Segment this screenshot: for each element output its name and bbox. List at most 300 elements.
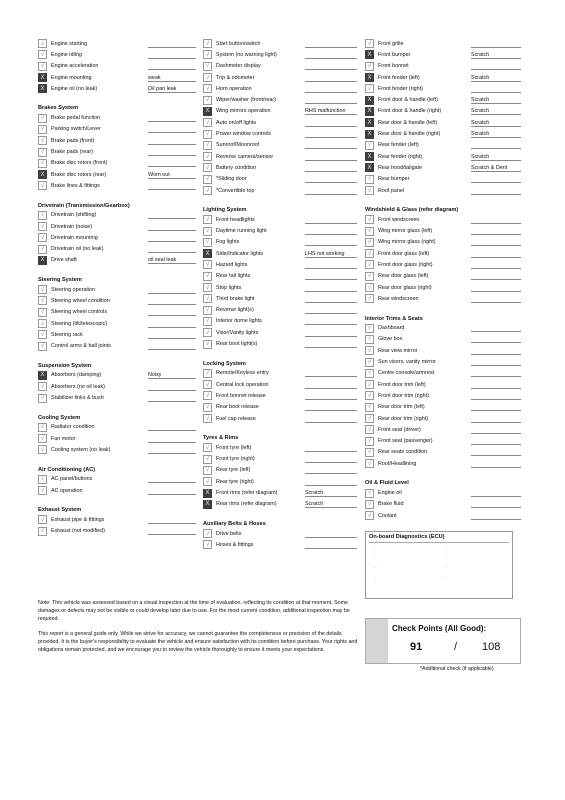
check-item-label: Front bonnet (378, 63, 409, 70)
check-mark-icon: √ (365, 414, 374, 423)
check-item-label: Hazard lights (216, 261, 248, 268)
check-item-note: Scratch (305, 500, 357, 508)
check-row (203, 282, 357, 293)
section-title: Drivetrain (Transmission/Gearbox) (38, 202, 130, 209)
check-mark-icon: √ (365, 358, 374, 367)
check-row (203, 83, 357, 94)
report-footer (38, 600, 360, 663)
check-row (365, 356, 521, 367)
check-mark-icon: √ (38, 296, 47, 305)
check-mark-icon: √ (38, 181, 47, 190)
check-item-note (148, 159, 196, 167)
checklist-section (203, 434, 357, 510)
check-mark-icon: √ (203, 260, 212, 269)
section-title: Oil & Fluid Level (365, 480, 409, 487)
check-item-note (471, 460, 521, 468)
check-item-label: Brake pads (rear) (51, 149, 93, 156)
check-mark-icon: √ (203, 73, 212, 82)
check-item-note (471, 238, 521, 246)
check-item-label: Fuel cap release (216, 415, 256, 422)
check-item-note (148, 516, 196, 524)
check-item-label: Front door & handle (right) (378, 108, 442, 115)
check-item-label: Rear seats condition (378, 449, 428, 456)
check-row (365, 61, 521, 72)
check-row (365, 424, 521, 435)
section-title: Locking System (203, 360, 246, 367)
check-row (38, 61, 196, 72)
check-item-label: Front headlights (216, 216, 255, 223)
check-mark-icon: √ (38, 222, 47, 231)
check-row (365, 323, 521, 334)
section-title: Windshield & Glass (refer diagram) (365, 207, 459, 214)
check-mark-icon: √ (365, 425, 374, 434)
check-mark-icon: √ (365, 283, 374, 292)
check-mark-icon: √ (365, 437, 374, 446)
check-item-note (148, 394, 196, 402)
fail-mark-icon: X (203, 500, 212, 509)
check-item-label: Engine oil (no leak) (51, 85, 98, 92)
check-item-label: Front fender (left) (378, 74, 420, 81)
diagnostics-cell: - (445, 565, 447, 572)
check-item-note (305, 62, 357, 70)
check-item-note: Noisy (148, 371, 196, 379)
fail-mark-icon: X (365, 152, 374, 161)
check-item-label: Power window controls (216, 131, 272, 138)
check-item-label: Fan motor (51, 435, 76, 442)
check-mark-icon: √ (365, 500, 374, 509)
check-item-note (148, 51, 196, 59)
check-item-label: Remote/Keyless entry (216, 370, 269, 377)
checklist-section (365, 38, 521, 196)
check-mark-icon: √ (38, 148, 47, 157)
check-item-label: Drive belts (216, 530, 242, 537)
check-item-note (471, 403, 521, 411)
check-row (38, 514, 196, 525)
check-item-note (148, 446, 196, 454)
check-item-label: Daytime running light (216, 228, 267, 235)
fail-mark-icon: X (203, 249, 212, 258)
check-row (203, 117, 357, 128)
check-item-label: Brake fluid (378, 501, 404, 508)
check-item-note (305, 153, 357, 161)
check-row (365, 185, 521, 196)
check-item-label: Engine starting (51, 40, 87, 47)
check-item-note (305, 466, 357, 474)
check-row (38, 124, 196, 135)
check-mark-icon: √ (203, 340, 212, 349)
section-title: Tyres & Rims (203, 435, 239, 442)
check-item-note (305, 85, 357, 93)
check-mark-icon: √ (203, 317, 212, 326)
check-item-note: Scratch (471, 107, 521, 115)
check-item-label: Visor/Vanity lights (216, 329, 259, 336)
check-item-note (471, 272, 521, 280)
check-item-note (305, 51, 357, 59)
check-item-note (471, 284, 521, 292)
check-item-note (471, 40, 521, 48)
check-item-note (305, 227, 357, 235)
section-title: Air Conditioning (AC) (38, 466, 96, 473)
check-row (203, 338, 357, 349)
check-item-note (305, 444, 357, 452)
check-row (365, 128, 521, 139)
check-item-note (305, 306, 357, 314)
check-row (38, 232, 196, 243)
check-item-label: Cooling system (no leak) (51, 446, 111, 453)
check-item-label: Third brake light (216, 295, 255, 302)
check-item-label: Rear tyre (right) (216, 478, 254, 485)
check-row (365, 140, 521, 151)
check-row (38, 284, 196, 295)
check-item-note (471, 415, 521, 423)
check-item-label: Stop lights (216, 284, 242, 291)
check-item-note (305, 329, 357, 337)
check-row (38, 526, 196, 537)
check-row (203, 151, 357, 162)
check-row (38, 243, 196, 254)
check-item-note (471, 175, 521, 183)
check-mark-icon: √ (203, 414, 212, 423)
check-row (203, 49, 357, 60)
check-item-label: Wiper/washer (front/rear) (216, 97, 276, 104)
check-row (365, 334, 521, 345)
check-row (365, 402, 521, 413)
check-row (38, 180, 196, 191)
check-item-label: Reverse camera/sensor (216, 153, 274, 160)
check-mark-icon: √ (203, 238, 212, 247)
check-item-note (148, 286, 196, 294)
check-row (38, 158, 196, 169)
check-row (365, 271, 521, 282)
check-item-note (305, 530, 357, 538)
check-item-note (471, 85, 521, 93)
check-item-label: Fog lights (216, 239, 240, 246)
check-item-note (148, 320, 196, 328)
fail-mark-icon: X (38, 256, 47, 265)
checklist-section (38, 414, 196, 456)
check-item-label: Centre console/armrest (378, 370, 435, 377)
check-item-label: Front tyre (right) (216, 456, 255, 463)
check-row (365, 436, 521, 447)
check-row (38, 38, 196, 49)
check-row (365, 368, 521, 379)
check-item-note: Scratch (471, 119, 521, 127)
check-row (365, 237, 521, 248)
check-row (38, 210, 196, 221)
check-item-note (305, 164, 357, 172)
check-item-label: *Convertible top (216, 187, 255, 194)
check-mark-icon: √ (38, 114, 47, 123)
checklist-section (203, 206, 357, 350)
check-item-note (471, 216, 521, 224)
check-row (203, 225, 357, 236)
diagnostics-cell: - (375, 565, 377, 572)
check-item-label: Rear rims (refer diagram) (216, 501, 277, 508)
check-row (365, 174, 521, 185)
check-row (38, 444, 196, 455)
check-row (38, 370, 196, 381)
check-mark-icon: √ (365, 215, 374, 224)
check-row (38, 422, 196, 433)
fail-mark-icon: X (365, 107, 374, 116)
fail-mark-icon: X (365, 130, 374, 139)
check-item-label: Rear fender (left) (378, 142, 419, 149)
check-row (203, 499, 357, 510)
check-row (365, 487, 521, 498)
check-item-note: Scratch & Dent (471, 164, 521, 172)
check-item-label: Horn operation (216, 85, 252, 92)
check-mark-icon: √ (203, 294, 212, 303)
check-row (365, 49, 521, 60)
check-mark-icon: √ (203, 50, 212, 59)
check-mark-icon: √ (365, 511, 374, 520)
check-row (38, 135, 196, 146)
check-item-label: Parking switch/Lever (51, 126, 101, 133)
check-item-label: Front bonnet release (216, 392, 266, 399)
check-item-label: Front windscreen (378, 216, 420, 223)
check-item-label: Rear windscreen (378, 295, 419, 302)
check-mark-icon: √ (38, 125, 47, 134)
check-item-label: Sunroof/Moonroof (216, 142, 260, 149)
check-item-note (471, 324, 521, 332)
diagnostics-row (369, 553, 509, 563)
check-item-note (305, 272, 357, 280)
check-item-label: Absorbers (no oil leak) (51, 383, 105, 390)
check-item-label: Engine acceleration (51, 63, 99, 70)
check-item-label: Rear hood/tailgate (378, 164, 423, 171)
check-row (365, 259, 521, 270)
check-item-note: Scratch (471, 96, 521, 104)
check-mark-icon: √ (203, 39, 212, 48)
check-item-note: Scratch (471, 51, 521, 59)
check-mark-icon: √ (365, 380, 374, 389)
check-row (365, 282, 521, 293)
check-item-note: oil seal leak (148, 256, 196, 264)
check-row (38, 255, 196, 266)
checklist-section (38, 202, 196, 266)
check-mark-icon: √ (38, 423, 47, 432)
check-row (365, 379, 521, 390)
check-item-label: Front door & handle (left) (378, 97, 438, 104)
check-mark-icon: √ (365, 141, 374, 150)
check-item-note (305, 392, 357, 400)
check-item-label: Control arms & ball joints (51, 343, 111, 350)
check-mark-icon: √ (203, 62, 212, 71)
check-item-label: Engine mounting (51, 74, 92, 81)
check-row (203, 38, 357, 49)
check-item-note (471, 448, 521, 456)
check-item-note (471, 62, 521, 70)
check-row (203, 390, 357, 401)
check-item-label: Steering (tilt/telescopic) (51, 320, 108, 327)
fail-mark-icon: X (203, 489, 212, 498)
check-item-label: Drive shaft (51, 257, 77, 264)
section-title: Suspension System (38, 362, 92, 369)
check-item-note (305, 141, 357, 149)
diagnostics-row (369, 543, 509, 553)
score-inner (388, 619, 520, 663)
check-mark-icon: √ (365, 84, 374, 93)
check-row (38, 72, 196, 83)
check-row (365, 248, 521, 259)
check-mark-icon: √ (38, 382, 47, 391)
check-item-label: Rear tyre (left) (216, 467, 251, 474)
check-row (203, 61, 357, 72)
check-mark-icon: √ (203, 141, 212, 150)
check-row (365, 345, 521, 356)
check-item-note (305, 74, 357, 82)
fail-mark-icon: X (365, 50, 374, 59)
check-mark-icon: √ (365, 39, 374, 48)
check-row (365, 458, 521, 469)
check-mark-icon: √ (203, 227, 212, 236)
check-mark-icon: √ (38, 515, 47, 524)
checklist-section (38, 276, 196, 352)
check-row (365, 38, 521, 49)
assessment-note: Note: This vehicle was assessed based on a visual inspection at the time of evaluation, reflecting its condition at that moment. Some damages or defects may not be visible or could develop later due to use. For the most current condition, additional inspection may be required. (38, 600, 350, 622)
check-row (365, 510, 521, 521)
check-item-note (305, 96, 357, 104)
diagnostics-cell: - (375, 545, 377, 552)
check-item-label: Wing mirror glass (left) (378, 228, 433, 235)
checklist-section (203, 360, 357, 424)
check-item-label: Front tyre (left) (216, 444, 252, 451)
check-mark-icon: √ (38, 475, 47, 484)
check-item-label: Engine idling (51, 51, 82, 58)
fail-mark-icon: X (365, 118, 374, 127)
check-item-note (471, 261, 521, 269)
check-mark-icon: √ (365, 227, 374, 236)
checklist-column-3 (365, 38, 521, 599)
check-row (203, 476, 357, 487)
check-item-note (305, 261, 357, 269)
check-row (203, 539, 357, 550)
check-row (203, 94, 357, 105)
check-item-label: Brake disc rotors (front) (51, 160, 108, 167)
additional-check-note: *Additional check (if applicable) (420, 666, 494, 672)
check-item-label: Front rims (refer diagram) (216, 490, 278, 497)
check-item-note (305, 541, 357, 549)
checklist-section (38, 104, 196, 191)
check-item-label: Hoses & fittings (216, 541, 254, 548)
check-item-label: Radiator condition (51, 424, 95, 431)
check-row (38, 474, 196, 485)
check-mark-icon: √ (203, 443, 212, 452)
fail-mark-icon: X (365, 96, 374, 105)
diagnostics-row (369, 563, 509, 573)
check-row (365, 162, 521, 173)
check-item-label: Drivetrain oil (no leak) (51, 246, 104, 253)
check-item-note (148, 342, 196, 350)
check-item-label: Reverse light(s) (216, 307, 254, 314)
check-row (38, 295, 196, 306)
check-mark-icon: √ (203, 163, 212, 172)
check-mark-icon: √ (203, 130, 212, 139)
checklist-section (365, 479, 521, 521)
check-item-label: Steering wheel controls (51, 309, 108, 316)
check-item-label: Steering wheel condition (51, 297, 110, 304)
check-row (203, 413, 357, 424)
check-item-label: Rear view mirror (378, 347, 418, 354)
fail-mark-icon: X (365, 73, 374, 82)
check-row (203, 259, 357, 270)
check-item-note (148, 297, 196, 305)
check-row (38, 392, 196, 403)
check-item-label: Front fender (right) (378, 85, 423, 92)
check-mark-icon: √ (365, 369, 374, 378)
check-row (38, 433, 196, 444)
check-mark-icon: √ (203, 529, 212, 538)
check-item-note (471, 392, 521, 400)
check-item-label: Wing mirrors operation (216, 108, 271, 115)
section-title: Lighting System (203, 207, 247, 214)
check-item-note (305, 40, 357, 48)
check-item-label: Front bumper (378, 51, 411, 58)
checklist-section (38, 362, 196, 404)
check-row (365, 106, 521, 117)
check-item-note: Scratch (471, 74, 521, 82)
check-item-note (471, 295, 521, 303)
check-item-note (471, 512, 521, 520)
column-3-sections (365, 38, 521, 521)
check-item-note (305, 381, 357, 389)
check-mark-icon: √ (203, 152, 212, 161)
check-item-note (471, 358, 521, 366)
check-item-label: Rear door & handle (left) (378, 119, 438, 126)
check-row (203, 316, 357, 327)
check-row (365, 94, 521, 105)
check-row (203, 379, 357, 390)
check-item-label: Steering operation (51, 286, 96, 293)
check-mark-icon: √ (365, 448, 374, 457)
check-item-note (148, 125, 196, 133)
score-title: Check Points (All Good): (392, 624, 487, 633)
check-item-note (305, 295, 357, 303)
check-row (365, 447, 521, 458)
check-item-note (148, 435, 196, 443)
check-mark-icon: √ (203, 84, 212, 93)
check-mark-icon: √ (365, 175, 374, 184)
check-row (38, 112, 196, 123)
check-mark-icon: √ (365, 489, 374, 498)
check-item-label: Rear door & handle (right) (378, 131, 441, 138)
check-mark-icon: √ (38, 39, 47, 48)
check-item-label: System (no warning light) (216, 51, 277, 58)
check-item-note: Worn out (148, 171, 196, 179)
checklist-section (365, 315, 521, 470)
check-row (203, 293, 357, 304)
check-item-note: RHS malfunction (305, 107, 357, 115)
check-mark-icon: √ (203, 215, 212, 224)
check-item-note (305, 216, 357, 224)
check-row (365, 293, 521, 304)
check-item-note (148, 234, 196, 242)
check-mark-icon: √ (203, 403, 212, 412)
check-row (365, 214, 521, 225)
check-item-note: Oil pan leak (148, 85, 196, 93)
check-item-note (148, 487, 196, 495)
diagnostics-cell: - (445, 575, 447, 582)
check-row (203, 305, 357, 316)
check-mark-icon: √ (365, 346, 374, 355)
check-row (38, 169, 196, 180)
fail-mark-icon: X (203, 107, 212, 116)
check-item-label: Side/Indicator lights (216, 250, 264, 257)
check-row (365, 117, 521, 128)
section-title: Brakes System (38, 105, 79, 112)
diagnostics-box (365, 531, 513, 599)
check-mark-icon: √ (203, 328, 212, 337)
